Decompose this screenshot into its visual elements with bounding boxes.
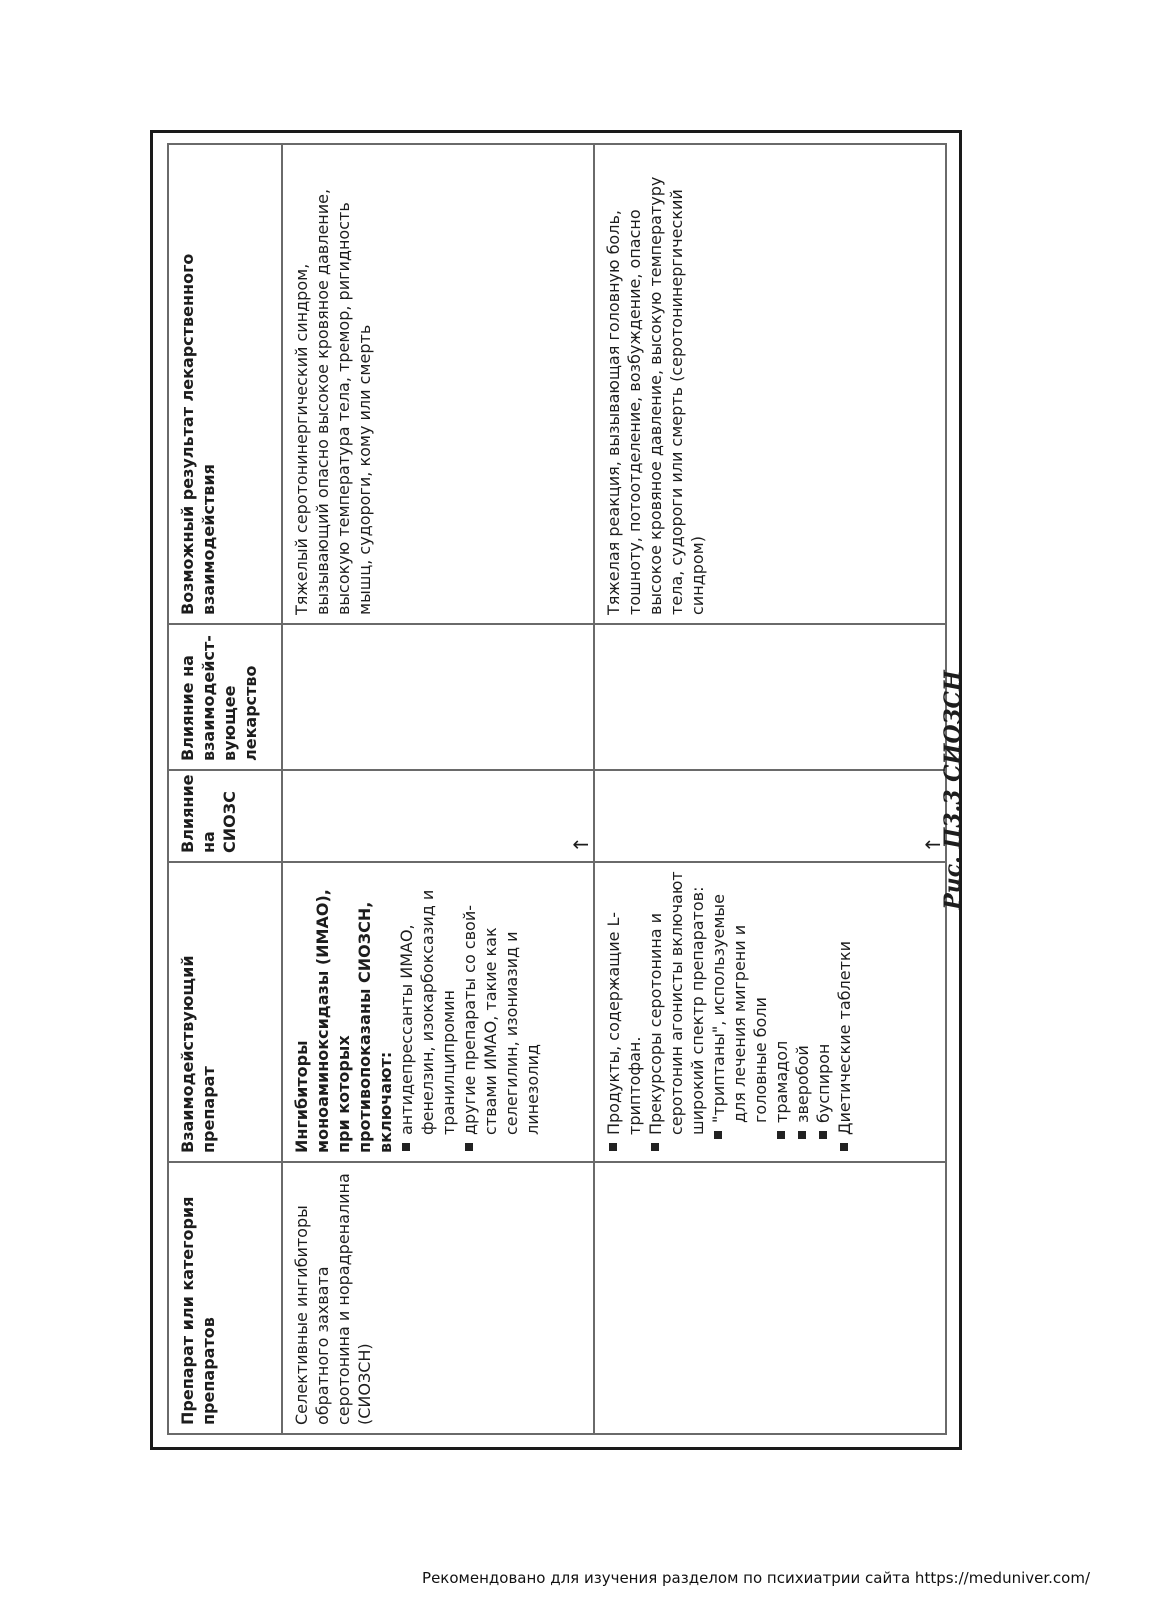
rotated-page	[150, 130, 970, 1450]
header-effect-on-ssri: Влияние на СИОЗС	[168, 770, 282, 862]
list-item: Диетические таблетки	[834, 871, 855, 1153]
list-item: "триптаны", используемые для лечения мигрени и головные боли	[708, 871, 771, 1153]
header-drug-category: Препарат или категория препаратов	[168, 1162, 282, 1434]
row1-result: Тяжелый серотонинергический синдром, вызывающий опасно высокое кровяное давление, высокую температура тела, тремор, ригидность мышц, судороги, кому или смерть	[282, 144, 594, 624]
list-item: другие препараты со свой-ствами ИМАО, такие как селегилин, изониазид и линезолид	[459, 871, 543, 1153]
row2-effect-other	[594, 624, 946, 770]
row1-intro: Ингибиторы моноаминоксидазы (ИМАО), при которых противопоказаны СИОЗСН, включают:	[292, 889, 395, 1153]
row2-result: Тяжелая реакция, вызывающая головную боль, тошноту, потоотделение, возбуждение, опасно высокое кровяное давление, высокую температуру тела, судороги или смерть (серотонинергический синдром)	[594, 144, 946, 624]
table-row	[282, 144, 594, 1434]
list-item: трамадол	[771, 871, 792, 1153]
footer-note: Рекомендовано для изучения разделом по психиатрии сайта https://meduniver.com/	[422, 1569, 1090, 1587]
header-effect-on-interacting-drug: Влияние на взаимодейст-вующее лекарство	[168, 624, 282, 770]
list-item: Прекурсоры серотонина и серотонин агонисты включают широкий спектр препаратов:	[645, 871, 708, 1153]
drug-interaction-table	[167, 143, 947, 1435]
up-arrow-icon: ↑	[921, 836, 945, 853]
list-item: Продукты, содержащие L-триптофан.	[603, 871, 645, 1153]
list-item: буспирон	[813, 871, 834, 1153]
row1-list	[396, 871, 543, 1153]
figure-caption: Рис. П3.3 СИОЗСН	[940, 670, 966, 910]
row1-category: Селективные ингибиторы обратного захвата серотонина и норадреналина (СИОЗСН)	[282, 1162, 594, 1434]
row2-sublist	[708, 871, 834, 1153]
header-possible-result: Возможный результат лекарственного взаимодействия	[168, 144, 282, 624]
row1-interacting-drugs	[282, 862, 594, 1162]
row2-list-tail	[834, 871, 855, 1153]
row2-category	[594, 1162, 946, 1434]
row2-effect-ssri	[594, 770, 946, 862]
up-arrow-icon: ↑	[569, 836, 593, 853]
row1-effect-ssri	[282, 770, 594, 862]
list-item: зверобой	[792, 871, 813, 1153]
header-interacting-drug: Взаимодействующий препарат	[168, 862, 282, 1162]
list-item: антидепрессанты ИМАО, фенелзин, изокарбоксазид и транилципромин	[396, 871, 459, 1153]
table-row	[594, 144, 946, 1434]
row2-list	[603, 871, 708, 1153]
table-frame	[150, 130, 962, 1450]
row1-effect-other	[282, 624, 594, 770]
table-header-row	[168, 144, 282, 1434]
row2-interacting-drugs	[594, 862, 946, 1162]
